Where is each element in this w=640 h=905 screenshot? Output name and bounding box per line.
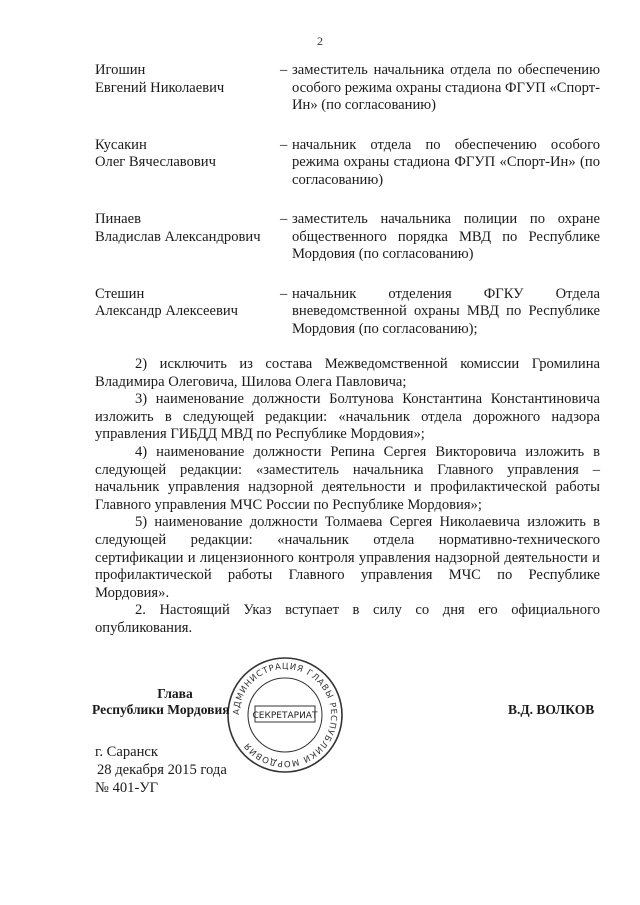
member-dash: – xyxy=(280,285,288,302)
member-surname: Кусакин xyxy=(95,136,147,153)
decree-item: 4) наименование должности Репина Сергея Викторовича изложить в следующей редакции: «заместитель начальника Главного управления – начальник управления надзорной деятельности и профилактической работы Главного управления МЧС России по Республике Мордовия»; xyxy=(95,443,600,513)
member-dash: – xyxy=(280,211,288,227)
signature-subtitle: Республики Мордовия xyxy=(92,702,230,717)
member-name xyxy=(95,62,280,115)
footer-city: г. Саранск xyxy=(95,744,158,760)
member-row xyxy=(95,62,600,115)
seal-center-text: СЕКРЕТАРИАТ xyxy=(252,711,318,721)
member-dash: – xyxy=(280,136,288,153)
member-given-names: Владислав Александрович xyxy=(95,228,261,245)
decree-item: 3) наименование должности Болтунова Константина Константиновича изложить в следующей редакции: «начальник отдела дорожного надзора управления ГИБДД МВД по Республике Мордовия»; xyxy=(95,391,600,443)
member-name xyxy=(95,286,280,339)
seal-ring-text: АДМИНИСТРАЦИЯ ГЛАВЫ РЕСПУБЛИКИ МОРДОВИЯ xyxy=(231,661,339,769)
member-position: заместитель начальника полиции по охране общественного порядка МВД по Республике Мордовия (по согласованию) xyxy=(292,211,600,262)
member-name xyxy=(95,211,280,264)
page-number: 2 xyxy=(317,34,323,48)
member-position: начальник отделения ФГКУ Отдела вневедомственной охраны МВД по Республике Мордовия (по согласованию); xyxy=(292,285,600,337)
member-dash: – xyxy=(280,62,288,78)
member-surname: Стешин xyxy=(95,285,145,302)
decree-item: 5) наименование должности Толмаева Сергея Николаевича изложить в следующей редакции: «начальник отдела нормативно-технического сертификации и лицензионного контроля управления надзорной деятельности и профилактической работы Главного управления МЧС по Республике Мордовия». xyxy=(95,514,600,601)
decree-item: 2) исключить из состава Межведомственной комиссии Громилина Владимира Олеговича, Шилова Олега Павловича; xyxy=(95,356,600,390)
footer-date: 28 декабря 2015 года xyxy=(97,762,227,778)
decree-items xyxy=(95,356,600,638)
footer-decree-number: № 401-УГ xyxy=(95,780,159,796)
member-given-names: Александр Алексеевич xyxy=(95,303,239,319)
seal-stamp xyxy=(225,655,345,775)
signature-title: Глава xyxy=(157,686,193,701)
member-position: заместитель начальника отдела по обеспечению особого режима охраны стадиона ФГУП «Спорт-Ин» (по согласованию) xyxy=(292,62,600,113)
commission-members-list xyxy=(95,62,600,338)
member-row xyxy=(95,137,600,190)
member-given-names: Олег Вячеславович xyxy=(95,154,216,170)
member-given-names: Евгений Николаевич xyxy=(95,79,225,96)
member-row xyxy=(95,211,600,264)
member-position: начальник отдела по обеспечению особого режима охраны стадиона ФГУП «Спорт-Ин» (по согласованию) xyxy=(292,136,600,188)
signatory-name: В.Д. ВОЛКОВ xyxy=(508,702,595,717)
member-surname: Пинаев xyxy=(95,211,142,227)
decree-item: 2. Настоящий Указ вступает в силу со дня его официального опубликования. xyxy=(95,602,600,636)
member-surname: Игошин xyxy=(95,62,146,78)
member-name xyxy=(95,137,280,190)
member-row xyxy=(95,286,600,339)
